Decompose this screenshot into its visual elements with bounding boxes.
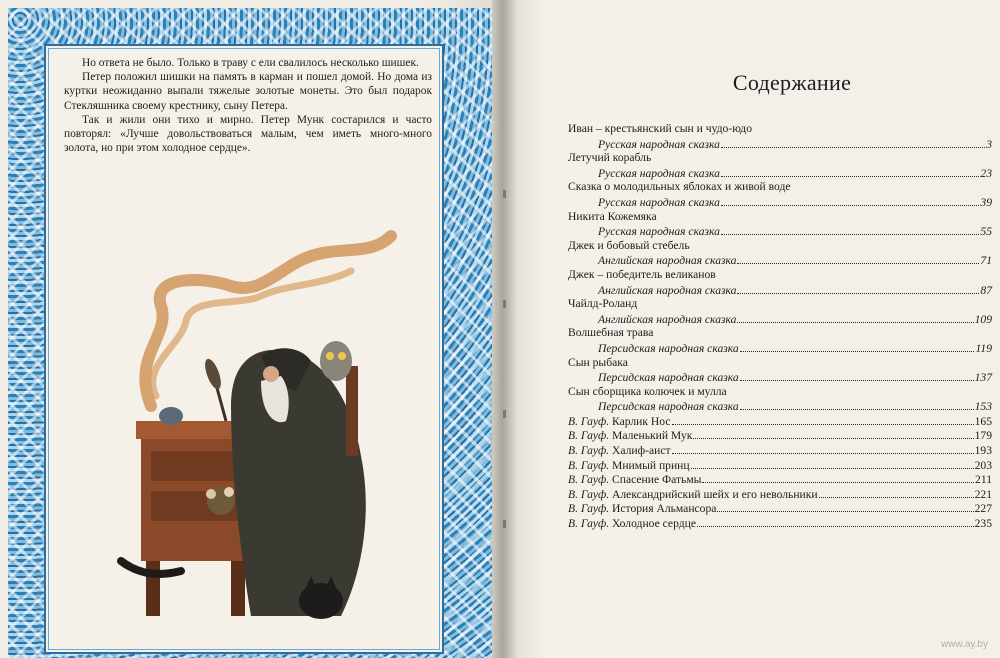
toc-entry-subtitle: Русская народная сказка [598, 166, 720, 180]
toc-gauf-label [568, 429, 692, 444]
dot-leader [693, 428, 973, 439]
toc-entry-subtitle: Русская народная сказка [598, 225, 720, 239]
dot-leader [740, 399, 974, 410]
toc-entry-title: Джек и бобовый стебель [568, 238, 690, 252]
toc-page-number: 3 [986, 137, 992, 151]
toc-author: В. Гауф. [568, 517, 610, 531]
toc-entry-title: Волшебная трава [568, 326, 654, 340]
toc-entry-subtitle: Английская народная сказка [598, 283, 737, 297]
dot-leader [737, 312, 973, 323]
toc-author: В. Гауф. [568, 414, 610, 428]
toc-entry-subtitle-row [568, 341, 992, 356]
dot-leader [697, 516, 974, 527]
binding-stitch [503, 410, 506, 418]
toc-entry-subtitle: Английская народная сказка [598, 254, 737, 268]
toc-gauf-entry [568, 501, 992, 516]
binding-stitch [503, 190, 506, 198]
story-paragraph: Но ответа не было. Только в траву с ели свалилось несколько шишек. [82, 57, 419, 69]
toc-author: В. Гауф. [568, 502, 610, 516]
toc-entry-title: Никита Кожемяка [568, 209, 657, 223]
dot-leader [672, 443, 974, 454]
binding-stitch [503, 520, 506, 528]
toc-author: В. Гауф. [568, 458, 610, 472]
toc-page-number: 87 [980, 283, 992, 297]
toc-gauf-title: Спасение Фатьмы [612, 473, 702, 487]
toc-page-number: 71 [980, 254, 992, 268]
toc-gauf-entry [568, 428, 992, 443]
toc-entry-subtitle: Персидская народная сказка [598, 400, 739, 414]
story-paragraph: Петер положил шишки на память в карман и пошел домой. Но дома из куртки неожиданно выпали тяжелые золотые монеты. Это был подарок Стекляшника своему крестнику, сыну Петера. [64, 71, 432, 112]
toc-gauf-label [568, 415, 671, 430]
toc-entry-title: Чайлд-Роланд [568, 297, 638, 311]
toc-entry-subtitle-row [568, 224, 992, 239]
story-text [64, 56, 432, 155]
toc-page-number: 119 [975, 341, 992, 355]
dot-leader [737, 253, 979, 264]
toc-author: В. Гауф. [568, 444, 610, 458]
dot-leader [721, 195, 979, 206]
toc-page-number: 203 [974, 458, 992, 472]
book-gutter [492, 0, 518, 658]
toc-gauf-label [568, 502, 716, 517]
toc-page-number: 179 [974, 429, 992, 443]
toc-author: В. Гауф. [568, 487, 610, 501]
toc-gauf-entry [568, 443, 992, 458]
toc-page-number: 39 [980, 195, 992, 209]
dot-leader [740, 370, 974, 381]
toc-gauf-title: Мнимый принц [612, 458, 690, 472]
toc-entry-title: Сын сборщика колючек и мулла [568, 384, 727, 398]
toc-entry-title: Джек – победитель великанов [568, 267, 716, 281]
toc-gauf-label [568, 473, 701, 488]
toc-gauf-title: История Альмансора [612, 502, 717, 516]
toc-gauf-title: Александрийский шейх и его невольники [612, 487, 818, 501]
toc-gauf-label [568, 444, 671, 459]
toc-gauf-entry [568, 472, 992, 487]
toc-entry-subtitle-row [568, 312, 992, 327]
toc-entry-subtitle-row [568, 137, 992, 152]
right-page [518, 0, 1000, 658]
toc-gauf-entry [568, 487, 992, 502]
toc-gauf-label [568, 488, 818, 503]
toc-page-number: 165 [974, 414, 992, 428]
toc-entry-subtitle-row [568, 370, 992, 385]
toc-entry-title: Сказка о молодильных яблоках и живой воде [568, 180, 791, 194]
toc-entry-subtitle: Английская народная сказка [598, 312, 737, 326]
toc-author: В. Гауф. [568, 473, 610, 487]
dot-leader [721, 224, 979, 235]
dot-leader [702, 472, 974, 483]
toc-page-number: 221 [974, 487, 992, 501]
watermark: www.ay.by [940, 639, 988, 650]
dot-leader [721, 137, 985, 148]
toc-entry-subtitle-row [568, 253, 992, 268]
toc-page-number: 211 [975, 473, 992, 487]
toc-page-number: 137 [974, 371, 992, 385]
toc-gauf-label [568, 459, 690, 474]
toc-page-number: 235 [974, 517, 992, 531]
toc-entry-title: Летучий корабль [568, 151, 652, 165]
dot-leader [740, 341, 975, 352]
toc-page-number: 109 [974, 312, 992, 326]
toc-gauf-title: Халиф-аист [612, 444, 671, 458]
dot-leader [672, 414, 974, 425]
toc-entry-subtitle-row [568, 166, 992, 181]
toc-gauf-title: Карлик Нос [612, 414, 671, 428]
illustration-old-man-desk [111, 216, 401, 636]
table-of-contents [568, 122, 992, 531]
story-paragraph: Так и жили они тихо и мирно. Петер Мунк состарился и часто повторял: «Лучше довольствоваться малым, чем иметь много-много золота, но при этом холодное сердце». [64, 113, 432, 155]
left-page-panel [44, 44, 444, 654]
toc-entry-subtitle: Русская народная сказка [598, 137, 720, 151]
toc-page-number: 23 [980, 166, 992, 180]
dot-leader [819, 487, 974, 498]
toc-entry-title: Иван – крестьянский сын и чудо-юдо [568, 122, 752, 135]
toc-gauf-label [568, 517, 696, 532]
toc-gauf-title: Маленький Мук [612, 429, 693, 443]
dot-leader [717, 501, 973, 512]
toc-entry-subtitle-row [568, 195, 992, 210]
toc-entry-subtitle: Русская народная сказка [598, 195, 720, 209]
dot-leader [721, 166, 979, 177]
toc-page-number: 227 [974, 502, 992, 516]
toc-gauf-entry [568, 458, 992, 473]
toc-page-number: 153 [974, 400, 992, 414]
toc-gauf-entry [568, 516, 992, 531]
toc-entry-title: Сын рыбака [568, 355, 628, 369]
toc-entry-subtitle: Персидская народная сказка [598, 341, 739, 355]
toc-entry-subtitle: Персидская народная сказка [598, 371, 739, 385]
toc-gauf-title: Холодное сердце [612, 517, 696, 531]
toc-gauf-entry [568, 414, 992, 429]
binding-stitch [503, 300, 506, 308]
dot-leader [691, 458, 974, 469]
toc-title: Содержание [732, 70, 852, 95]
dot-leader [737, 283, 979, 294]
toc-entry-subtitle-row [568, 399, 992, 414]
toc-page-number: 193 [974, 444, 992, 458]
toc-author: В. Гауф. [568, 429, 610, 443]
toc-entry-subtitle-row [568, 283, 992, 298]
toc-page-number: 55 [980, 225, 992, 239]
